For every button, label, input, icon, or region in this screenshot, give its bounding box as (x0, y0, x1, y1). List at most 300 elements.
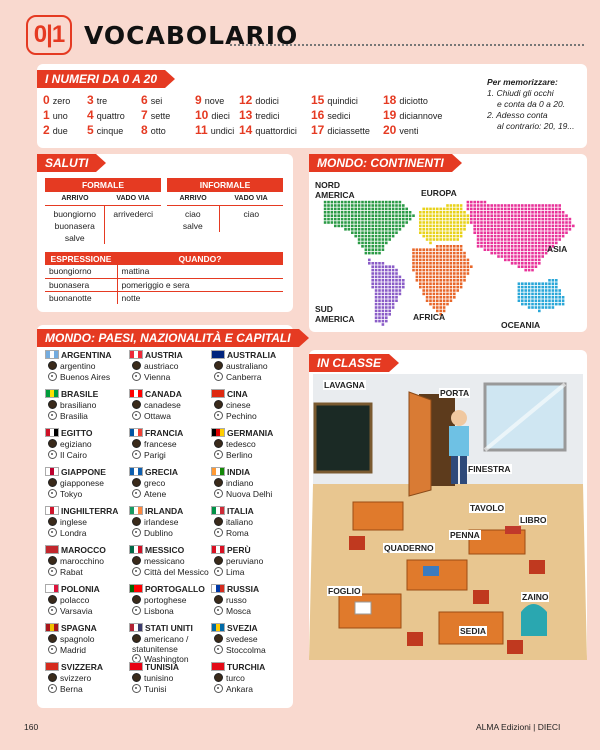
europe-shape (419, 204, 469, 244)
expr-row-3: buonanotte (45, 291, 117, 304)
country-nationality: italiano (226, 517, 253, 527)
label-asia: ASIA (547, 244, 568, 254)
nationality-icon (132, 400, 141, 409)
country-nationality: indiano (226, 478, 254, 488)
flag-icon (129, 506, 143, 515)
country-nationality: turco (226, 673, 245, 683)
door-drawing (409, 392, 431, 496)
country-nationality: russo (226, 595, 247, 605)
country-entry (209, 428, 291, 461)
nationality-icon (214, 439, 223, 448)
label-oceania: OCEANIA (501, 320, 541, 330)
country-nationality: portoghese (144, 595, 187, 605)
number-item (87, 94, 107, 107)
country-entry (127, 506, 209, 539)
number-word: venti (399, 126, 419, 136)
number-item (141, 109, 170, 122)
country-capital: Buenos Aires (60, 372, 111, 382)
flag-icon (129, 623, 143, 632)
numbers-title: I NUMERI DA 0 A 20 (37, 70, 165, 88)
number-item (43, 124, 68, 137)
country-entry (209, 662, 291, 695)
memo-step-1: 1. Chiudi gli occhi (487, 88, 554, 98)
nationality-icon (214, 634, 223, 643)
formal-arrivo: ARRIVO (45, 192, 105, 205)
classroom-panel (309, 350, 587, 660)
country-capital: Dublino (144, 528, 173, 538)
flag-icon (211, 467, 225, 476)
expr-row (45, 265, 283, 278)
flag-icon (211, 545, 225, 554)
expr-row-2: buonasera (45, 278, 117, 291)
country-capital: Lima (226, 567, 245, 577)
nationality-icon (214, 517, 223, 526)
informal-arrivo-2: salve (182, 220, 203, 231)
country-capital: Berna (60, 684, 83, 694)
flag-icon (211, 584, 225, 593)
expr-when-3: notte (121, 292, 141, 303)
country-nationality: tunisino (144, 673, 174, 683)
number-word: diciotto (399, 96, 428, 106)
country-entry (43, 428, 125, 461)
country-capital: Mosca (226, 606, 252, 616)
number-digit: 0 (43, 93, 50, 107)
asia-shape (467, 201, 575, 272)
memorize-tip (487, 77, 600, 132)
country-entry (127, 389, 209, 422)
number-word: tredici (255, 111, 280, 121)
number-digit: 18 (383, 93, 397, 107)
capital-icon (132, 411, 141, 420)
number-digit: 8 (141, 123, 148, 137)
nationality-icon (48, 439, 57, 448)
nationality-icon (132, 556, 141, 565)
country-name: PORTOGALLO (145, 584, 205, 594)
country-name: SVIZZERA (61, 662, 104, 672)
backpack-drawing (521, 604, 547, 636)
country-capital: Berlino (226, 450, 253, 460)
formal-header: FORMALE (45, 178, 161, 192)
number-item (141, 124, 166, 137)
capital-icon (48, 489, 57, 498)
formal-vado-via: VADO VIA (105, 192, 161, 205)
number-digit: 12 (239, 93, 253, 107)
country-name: FRANCIA (145, 428, 184, 438)
label-north-america: NORD AMERICA (315, 180, 355, 200)
flag-icon (45, 662, 59, 671)
country-entry (43, 467, 125, 500)
number-word: quattordici (255, 126, 297, 136)
memo-step-1b: e conta da 0 a 20. (497, 99, 566, 109)
country-nationality: messicano (144, 556, 185, 566)
country-nationality: giapponese (60, 478, 104, 488)
country-capital: Madrid (60, 645, 86, 655)
flag-icon (45, 467, 59, 476)
formal-via-1: arrivederci (113, 208, 154, 219)
capital-icon (214, 372, 223, 381)
number-word: nove (204, 96, 225, 106)
country-nationality: spagnolo (60, 634, 95, 644)
number-digit: 4 (87, 108, 94, 122)
number-word: due (52, 126, 68, 136)
flag-icon (45, 506, 59, 515)
number-digit: 14 (239, 123, 253, 137)
number-word: uno (52, 111, 68, 121)
number-digit: 15 (311, 93, 325, 107)
memo-title: Per memorizzare: (487, 77, 558, 87)
expr-row (45, 291, 283, 304)
country-capital: Rabat (60, 567, 83, 577)
number-word: dieci (211, 111, 230, 121)
country-entry (209, 350, 291, 383)
nationality-icon (132, 439, 141, 448)
label-penna: PENNA (450, 530, 480, 540)
expr-row (45, 278, 283, 291)
nationality-icon (132, 517, 141, 526)
flag-icon (129, 467, 143, 476)
country-name: IRLANDA (145, 506, 184, 516)
capital-icon (214, 489, 223, 498)
country-name: GRECIA (145, 467, 179, 477)
number-item (311, 94, 358, 107)
country-entry (127, 662, 209, 695)
informal-header: INFORMALE (167, 178, 283, 192)
country-entry (43, 545, 125, 578)
number-item (141, 94, 162, 107)
notebook-drawing (423, 566, 439, 576)
country-name: SPAGNA (61, 623, 97, 633)
label-libro: LIBRO (520, 515, 547, 525)
flag-icon (45, 545, 59, 554)
flag-icon (129, 428, 143, 437)
nationality-icon (132, 595, 141, 604)
country-nationality: egiziano (60, 439, 92, 449)
number-digit: 9 (195, 93, 202, 107)
country-entry (209, 467, 291, 500)
country-capital: Londra (60, 528, 87, 538)
country-name: BRASILE (61, 389, 99, 399)
label-lavagna: LAVAGNA (324, 380, 365, 390)
number-digit: 10 (195, 108, 209, 122)
country-nationality: brasiliano (60, 400, 97, 410)
capital-icon (48, 606, 57, 615)
country-capital: Atene (144, 489, 167, 499)
number-word: diciassette (327, 126, 370, 136)
nationality-icon (48, 361, 57, 370)
oceania-shape (518, 279, 565, 312)
label-sedia: SEDIA (460, 626, 486, 636)
country-name: POLONIA (61, 584, 100, 594)
capital-icon (132, 684, 141, 693)
number-digit: 7 (141, 108, 148, 122)
nationality-icon (48, 478, 57, 487)
country-name: AUSTRIA (145, 350, 183, 360)
country-nationality: tedesco (226, 439, 256, 449)
country-nationality: americano / statunitense (132, 634, 189, 654)
capital-icon (214, 567, 223, 576)
country-capital: Ankara (226, 684, 253, 694)
flag-icon (211, 350, 225, 359)
continents-title: MONDO: CONTINENTI (309, 154, 452, 172)
country-entry (43, 506, 125, 539)
flag-icon (45, 428, 59, 437)
number-word: sedici (327, 111, 351, 121)
number-word: sette (150, 111, 171, 121)
capital-icon (132, 567, 141, 576)
countries-panel (37, 325, 293, 708)
country-entry (209, 389, 291, 422)
greetings-panel (37, 154, 293, 312)
capital-icon (48, 372, 57, 381)
paper-sheet-drawing (355, 602, 371, 614)
number-item (87, 109, 125, 122)
classroom-title: IN CLASSE (309, 354, 389, 372)
country-entry (127, 545, 209, 578)
formal-arrivo-2: buonasera (54, 220, 95, 231)
label-finestra: FINESTRA (468, 464, 511, 474)
country-entry (43, 350, 125, 383)
capital-icon (214, 645, 223, 654)
country-entry (127, 350, 209, 383)
number-digit: 3 (87, 93, 94, 107)
label-quaderno: QUADERNO (384, 543, 434, 553)
nationality-icon (132, 634, 141, 643)
flag-icon (45, 623, 59, 632)
capital-icon (214, 606, 223, 615)
country-nationality: marocchino (60, 556, 104, 566)
number-digit: 17 (311, 123, 325, 137)
flag-icon (129, 584, 143, 593)
flag-icon (211, 662, 225, 671)
number-digit: 6 (141, 93, 148, 107)
capital-icon (214, 411, 223, 420)
nationality-icon (132, 478, 141, 487)
capital-icon (48, 411, 57, 420)
country-capital: Varsavia (60, 606, 93, 616)
label-south-america: SUD AMERICA (315, 304, 355, 324)
informal-arrivo: ARRIVO (167, 192, 219, 205)
country-name: CINA (227, 389, 248, 399)
country-entry (209, 506, 291, 539)
country-nationality: greco (144, 478, 166, 488)
nationality-icon (48, 673, 57, 682)
country-capital: Città del Messico (144, 567, 209, 577)
continents-panel (309, 154, 587, 332)
countries-title: MONDO: PAESI, NAZIONALITÀ E CAPITALI (37, 329, 299, 347)
number-word: cinque (96, 126, 124, 136)
country-capital: Tokyo (60, 489, 83, 499)
label-africa: AFRICA (413, 312, 446, 322)
country-capital: Tunisi (144, 684, 167, 694)
capital-icon (214, 450, 223, 459)
numbers-panel (37, 64, 587, 148)
country-nationality: irlandese (144, 517, 179, 527)
flag-icon (211, 506, 225, 515)
nationality-icon (214, 400, 223, 409)
page-title: VOCABOLARIO (84, 21, 299, 50)
country-name: SVEZIA (227, 623, 258, 633)
country-capital: Canberra (226, 372, 262, 382)
expr-header: ESPRESSIONE (45, 252, 117, 265)
country-nationality: austriaco (144, 361, 179, 371)
book-drawing (505, 526, 521, 534)
country-nationality: inglese (60, 517, 87, 527)
country-name: TURCHIA (227, 662, 266, 672)
africa-shape (412, 245, 472, 316)
country-name: ARGENTINA (61, 350, 112, 360)
nationality-icon (214, 478, 223, 487)
country-entry (43, 662, 125, 695)
formal-arrivo-1: buongiorno (53, 208, 97, 219)
country-nationality: svedese (226, 634, 258, 644)
number-digit: 11 (195, 123, 208, 137)
nationality-icon (214, 673, 223, 682)
unit-badge: 0|1 (26, 15, 72, 55)
country-name: PERÙ (227, 545, 251, 555)
flag-icon (45, 584, 59, 593)
expressions-table (45, 252, 283, 304)
country-name: ITALIA (227, 506, 254, 516)
country-name: MAROCCO (61, 545, 106, 555)
country-name: AUSTRALIA (227, 350, 277, 360)
capital-icon (48, 645, 57, 654)
title-dotted-rule (230, 44, 584, 46)
number-word: undici (210, 126, 235, 136)
greetings-title: SALUTI (37, 154, 96, 172)
number-item (239, 109, 279, 122)
number-digit: 16 (311, 108, 325, 122)
expr-when-2: pomeriggio e sera (117, 278, 283, 291)
country-entry (43, 623, 125, 656)
number-digit: 5 (87, 123, 94, 137)
country-capital: Stoccolma (226, 645, 266, 655)
country-nationality: cinese (226, 400, 251, 410)
blackboard-drawing (315, 404, 371, 472)
country-name: TUNISIA (145, 662, 179, 672)
formal-arrivo-3: salve (64, 232, 85, 243)
country-name: GERMANIA (227, 428, 274, 438)
capital-icon (132, 528, 141, 537)
number-digit: 1 (43, 108, 50, 122)
north-america-shape (324, 201, 415, 255)
number-item (195, 109, 230, 122)
number-digit: 20 (383, 123, 397, 137)
country-entry (209, 584, 291, 617)
number-word: zero (52, 96, 71, 106)
country-capital: Ottawa (144, 411, 171, 421)
nationality-icon (48, 595, 57, 604)
country-nationality: peruviano (226, 556, 264, 566)
label-zaino: ZAINO (522, 592, 549, 602)
number-word: diciannove (399, 111, 443, 121)
number-item (383, 124, 418, 137)
south-america-shape (368, 259, 405, 326)
country-entry (127, 428, 209, 461)
number-item (195, 94, 224, 107)
number-item (87, 124, 123, 137)
nationality-icon (214, 361, 223, 370)
country-entry (43, 389, 125, 422)
number-word: sei (150, 96, 163, 106)
label-tavolo: TAVOLO (470, 503, 505, 513)
number-item (383, 94, 428, 107)
nationality-icon (48, 400, 57, 409)
country-entry (127, 623, 209, 665)
flag-icon (129, 662, 143, 671)
capital-icon (132, 489, 141, 498)
label-porta: PORTA (440, 388, 470, 398)
informal-vado-via: VADO VIA (219, 192, 283, 205)
nationality-icon (214, 556, 223, 565)
label-foglio: FOGLIO (328, 586, 361, 596)
country-name: INDIA (227, 467, 251, 477)
nationality-icon (48, 517, 57, 526)
flag-icon (211, 428, 225, 437)
country-entry (127, 584, 209, 617)
nationality-icon (48, 556, 57, 565)
label-europe: EUROPA (421, 188, 457, 198)
number-item (43, 94, 70, 107)
country-nationality: argentino (60, 361, 96, 371)
flag-icon (129, 350, 143, 359)
greetings-formal-table (45, 178, 161, 244)
capital-icon (132, 450, 141, 459)
number-digit: 2 (43, 123, 50, 137)
country-name: RUSSIA (227, 584, 260, 594)
country-capital: Brasilia (60, 411, 88, 421)
greetings-informal-table (167, 178, 283, 232)
number-digit: 19 (383, 108, 397, 122)
number-item (195, 124, 234, 137)
country-name: STATI UNITI (145, 623, 193, 633)
number-digit: 13 (239, 108, 253, 122)
number-item (239, 94, 279, 107)
country-entry (43, 584, 125, 617)
country-name: INGHILTERRA (61, 506, 119, 516)
page-number: 160 (24, 722, 39, 732)
capital-icon (132, 372, 141, 381)
number-word: otto (150, 126, 166, 136)
capital-icon (48, 450, 57, 459)
flag-icon (45, 350, 59, 359)
country-capital: Il Cairo (60, 450, 87, 460)
country-capital: Vienna (144, 372, 171, 382)
country-nationality: australiano (226, 361, 268, 371)
country-nationality: svizzero (60, 673, 92, 683)
country-name: GIAPPONE (61, 467, 106, 477)
number-item (311, 109, 350, 122)
country-capital: Nuova Delhi (226, 489, 273, 499)
capital-icon (214, 528, 223, 537)
flag-icon (129, 545, 143, 554)
flag-icon (211, 389, 225, 398)
country-nationality: canadese (144, 400, 181, 410)
memo-step-2b: al contrario: 20, 19... (497, 121, 575, 131)
country-name: EGITTO (61, 428, 93, 438)
flag-icon (45, 389, 59, 398)
informal-via-1: ciao (243, 208, 260, 219)
flag-icon (211, 623, 225, 632)
capital-icon (48, 567, 57, 576)
expr-when-1: mattina (117, 265, 283, 278)
country-capital: Pechino (226, 411, 257, 421)
capital-icon (48, 684, 57, 693)
country-name: MESSICO (145, 545, 185, 555)
memo-step-2: 2. Adesso conta (487, 110, 548, 120)
country-capital: Roma (226, 528, 249, 538)
expr-row-1: buongiorno (45, 265, 117, 278)
capital-icon (48, 528, 57, 537)
